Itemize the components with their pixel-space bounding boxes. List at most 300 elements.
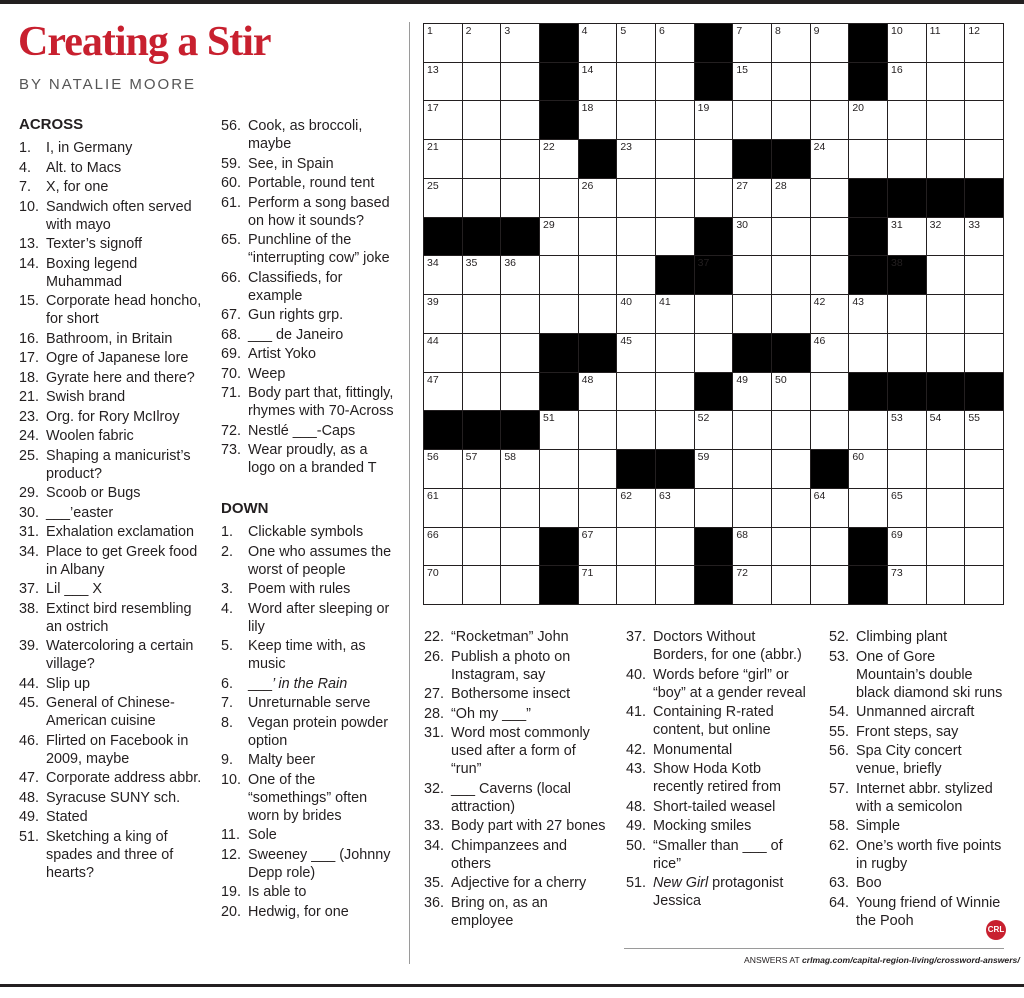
black-square [888, 256, 927, 295]
grid-cell[interactable] [927, 63, 966, 102]
grid-cell[interactable] [927, 218, 966, 257]
grid-cell[interactable] [617, 295, 656, 334]
clue-text: Is able to [248, 884, 307, 900]
grid-cell[interactable] [772, 179, 811, 218]
grid-cell[interactable] [695, 101, 734, 140]
clue-item [19, 637, 204, 673]
grid-cell[interactable] [772, 450, 811, 489]
clue-number: 18. [19, 369, 40, 386]
grid-cell[interactable] [965, 334, 1004, 373]
clue-text: Sandwich often served with mayo [46, 198, 192, 233]
grid-cell[interactable] [617, 256, 656, 295]
clue-text: ___ de Janeiro [248, 326, 344, 343]
clue-text-italic: ’ in the Rain [272, 675, 348, 692]
clue-item [829, 894, 1004, 930]
grid-cell[interactable] [772, 295, 811, 334]
grid-cell[interactable] [888, 566, 927, 605]
clue-text: Alt. to Macs [46, 159, 122, 176]
grid-cell[interactable] [695, 140, 734, 179]
clue-item [19, 675, 204, 693]
clue-item [221, 637, 398, 673]
clue-number: 41. [626, 704, 647, 720]
top-rule [0, 0, 1024, 4]
grid-cell[interactable] [463, 489, 502, 528]
grid-cell[interactable] [772, 63, 811, 102]
grid-cell[interactable] [695, 334, 734, 373]
clue-item [221, 174, 398, 192]
grid-cell[interactable] [811, 528, 850, 567]
clue-item [19, 523, 204, 541]
grid-cell[interactable] [927, 528, 966, 567]
grid-cell[interactable] [695, 295, 734, 334]
grid-cell[interactable] [811, 179, 850, 218]
grid-cell[interactable] [501, 63, 540, 102]
grid-cell[interactable] [733, 256, 772, 295]
clue-text: Perform a song based on how it sounds? [248, 194, 390, 229]
grid-cell[interactable] [849, 140, 888, 179]
clue-item [829, 628, 1004, 646]
clue-text: Extinct bird resembling an ostrich [46, 600, 192, 635]
clue-item [626, 628, 806, 664]
clue-text: Spa City concert venue, briefly [856, 743, 962, 777]
grid-cell[interactable] [617, 179, 656, 218]
cell-number: 30 [736, 218, 749, 231]
grid-cell[interactable] [617, 334, 656, 373]
grid-cell[interactable] [733, 373, 772, 412]
black-square [463, 218, 502, 257]
cell-number: 10 [891, 25, 903, 37]
grid-cell[interactable] [772, 373, 811, 412]
grid-cell[interactable] [772, 24, 811, 63]
grid-cell[interactable] [424, 256, 463, 295]
clue-text: Publish a photo on Instagram, say [451, 648, 571, 683]
grid-cell[interactable] [463, 256, 502, 295]
grid-cell[interactable] [424, 489, 463, 528]
grid-cell[interactable] [424, 566, 463, 605]
cell-number: 73 [891, 567, 903, 580]
clue-item [424, 648, 609, 684]
black-square [695, 373, 734, 412]
grid-cell[interactable] [888, 528, 927, 567]
clue-number: 24. [19, 428, 40, 444]
grid-cell[interactable] [656, 566, 695, 605]
clue-item [221, 883, 398, 901]
clue-number: 32. [424, 780, 445, 797]
grid-cell[interactable] [579, 411, 618, 450]
grid-cell[interactable] [501, 256, 540, 295]
cell-number: 68 [736, 528, 749, 541]
grid-cell[interactable] [811, 256, 850, 295]
cell-number: 59 [697, 451, 710, 464]
grid-cell[interactable] [540, 489, 579, 528]
grid-cell[interactable] [811, 334, 850, 373]
clue-number: 52. [829, 629, 850, 645]
cell-number: 49 [736, 373, 749, 386]
grid-cell[interactable] [811, 566, 850, 605]
grid-cell[interactable] [927, 450, 966, 489]
clue-text: Mocking smiles [653, 818, 752, 834]
grid-cell[interactable] [463, 101, 502, 140]
grid-cell[interactable] [733, 489, 772, 528]
grid-cell[interactable] [733, 295, 772, 334]
grid-cell[interactable] [424, 63, 463, 102]
grid-cell[interactable] [579, 295, 618, 334]
black-square [695, 256, 734, 295]
grid-cell[interactable] [849, 295, 888, 334]
cell-number: 50 [775, 373, 787, 386]
grid-cell[interactable] [965, 218, 1004, 257]
grid-cell[interactable] [733, 450, 772, 489]
grid-cell[interactable] [463, 179, 502, 218]
grid-cell[interactable] [811, 373, 850, 412]
grid-cell[interactable] [540, 179, 579, 218]
grid-cell[interactable] [811, 63, 850, 102]
grid-cell[interactable] [965, 140, 1004, 179]
clue-text: Word after sleeping or lily [248, 600, 390, 635]
grid-cell[interactable] [733, 566, 772, 605]
clue-number: 42. [626, 741, 647, 758]
clue-number: 25. [19, 447, 40, 464]
grid-cell[interactable] [540, 256, 579, 295]
grid-cell[interactable] [501, 334, 540, 373]
clue-number: 34. [424, 837, 445, 854]
grid-cell[interactable] [579, 101, 618, 140]
grid-cell[interactable] [695, 179, 734, 218]
cell-number: 55 [968, 412, 981, 425]
grid-cell[interactable] [579, 373, 618, 412]
clue-text: Chimpanzees and others [451, 837, 567, 872]
clue-item [424, 780, 609, 816]
down-clue-list-continued [424, 628, 609, 930]
grid-cell[interactable] [656, 179, 695, 218]
grid-cell[interactable] [579, 218, 618, 257]
cell-number: 28 [775, 179, 787, 192]
clue-number: 16. [19, 330, 40, 347]
black-square [965, 179, 1004, 218]
grid-cell[interactable] [733, 411, 772, 450]
clue-number: 73. [221, 442, 242, 458]
grid-cell[interactable] [927, 334, 966, 373]
clue-text: Hedwig, for one [248, 903, 349, 920]
grid-cell[interactable] [772, 256, 811, 295]
across-down-column [221, 117, 398, 922]
grid-cell[interactable] [965, 101, 1004, 140]
grid-cell[interactable] [811, 218, 850, 257]
grid-cell[interactable] [772, 528, 811, 567]
grid-cell[interactable] [811, 140, 850, 179]
grid-cell[interactable] [927, 295, 966, 334]
cell-number: 64 [813, 489, 826, 502]
grid-cell[interactable] [811, 101, 850, 140]
clue-number: 53. [829, 648, 850, 665]
clue-item [221, 194, 398, 230]
grid-cell[interactable] [579, 179, 618, 218]
grid-cell[interactable] [463, 450, 502, 489]
clue-number: 50. [626, 837, 647, 854]
grid-cell[interactable] [463, 295, 502, 334]
grid-cell[interactable] [617, 24, 656, 63]
grid-cell[interactable] [501, 140, 540, 179]
down-column-5 [829, 628, 1004, 931]
clue-number: 10. [221, 771, 242, 788]
grid-cell[interactable] [888, 218, 927, 257]
black-square [733, 334, 772, 373]
grid-cell[interactable] [656, 411, 695, 450]
grid-cell[interactable] [965, 566, 1004, 605]
clue-text: Words before “girl” or “boy” at a gender reveal [653, 666, 806, 701]
grid-cell[interactable] [656, 528, 695, 567]
cell-number: 61 [427, 489, 439, 502]
grid-cell[interactable] [463, 63, 502, 102]
grid-cell[interactable] [888, 411, 927, 450]
grid-cell[interactable] [888, 295, 927, 334]
grid-cell[interactable] [579, 489, 618, 528]
clue-text: Word most commonly used after a form of “run” [451, 725, 590, 777]
black-square [888, 373, 927, 412]
grid-cell[interactable] [772, 566, 811, 605]
cell-number: 7 [736, 25, 743, 37]
clue-item [829, 780, 1004, 816]
clue-number: 55. [829, 723, 850, 740]
clue-number: 39. [19, 638, 40, 654]
down-heading: DOWN [221, 500, 269, 517]
cell-number: 11 [929, 25, 941, 37]
cell-number: 51 [543, 412, 555, 425]
grid-cell[interactable] [463, 334, 502, 373]
grid-cell[interactable] [965, 24, 1004, 63]
grid-cell[interactable] [927, 566, 966, 605]
grid-cell[interactable] [501, 489, 540, 528]
grid-cell[interactable] [617, 140, 656, 179]
grid-cell[interactable] [501, 179, 540, 218]
clue-number: 29. [19, 485, 40, 501]
grid-cell[interactable] [579, 63, 618, 102]
grid-cell[interactable] [888, 140, 927, 179]
grid-cell[interactable] [656, 24, 695, 63]
grid-cell[interactable] [617, 101, 656, 140]
grid-cell[interactable] [965, 489, 1004, 528]
grid-cell[interactable] [617, 528, 656, 567]
grid-cell[interactable] [811, 295, 850, 334]
grid-cell[interactable] [849, 450, 888, 489]
clue-item [221, 269, 398, 305]
grid-cell[interactable] [772, 101, 811, 140]
grid-cell[interactable] [424, 334, 463, 373]
grid-cell[interactable] [772, 489, 811, 528]
grid-cell[interactable] [617, 63, 656, 102]
black-square [540, 334, 579, 373]
grid-cell[interactable] [656, 63, 695, 102]
clue-item [19, 330, 204, 348]
grid-cell[interactable] [656, 101, 695, 140]
clue-text: Doctors Without Borders, for one (abbr.) [653, 629, 802, 663]
grid-cell[interactable] [733, 24, 772, 63]
black-square [695, 528, 734, 567]
grid-cell[interactable] [888, 63, 927, 102]
grid-cell[interactable] [849, 101, 888, 140]
grid-cell[interactable] [656, 140, 695, 179]
grid-cell[interactable] [849, 411, 888, 450]
down-clue-list-continued [829, 628, 1004, 930]
clue-item [829, 703, 1004, 721]
grid-cell[interactable] [540, 450, 579, 489]
clue-text: Lil ___ X [46, 581, 103, 597]
grid-cell[interactable] [772, 411, 811, 450]
clue-text: Corporate head honcho, for short [46, 293, 202, 327]
grid-cell[interactable] [617, 218, 656, 257]
grid-cell[interactable] [540, 218, 579, 257]
grid-cell[interactable] [579, 24, 618, 63]
grid-cell[interactable] [501, 528, 540, 567]
grid-cell[interactable] [579, 528, 618, 567]
clue-number: 57. [829, 780, 850, 797]
grid-cell[interactable] [501, 566, 540, 605]
clue-number: 62. [829, 837, 850, 854]
grid-cell[interactable] [656, 218, 695, 257]
grid-cell[interactable] [695, 411, 734, 450]
grid-cell[interactable] [424, 179, 463, 218]
grid-cell[interactable] [424, 24, 463, 63]
grid-cell[interactable] [965, 411, 1004, 450]
grid-cell[interactable] [424, 101, 463, 140]
grid-cell[interactable] [733, 101, 772, 140]
grid-cell[interactable] [463, 566, 502, 605]
grid-cell[interactable] [772, 218, 811, 257]
clue-number: 17. [19, 350, 40, 366]
down-column-3 [424, 628, 609, 931]
clue-item [19, 408, 204, 426]
grid-cell[interactable] [617, 411, 656, 450]
clue-item [221, 714, 398, 750]
grid-cell[interactable] [927, 24, 966, 63]
grid-cell[interactable] [540, 295, 579, 334]
grid-cell[interactable] [463, 24, 502, 63]
grid-cell[interactable] [463, 528, 502, 567]
grid-cell[interactable] [540, 140, 579, 179]
puzzle-title: Creating a Stir [18, 19, 271, 65]
grid-cell[interactable] [965, 63, 1004, 102]
clue-number: 48. [19, 789, 40, 806]
grid-cell[interactable] [965, 256, 1004, 295]
grid-cell[interactable] [733, 218, 772, 257]
cell-number: 17 [427, 102, 439, 115]
grid-cell[interactable] [849, 334, 888, 373]
cell-number: 1 [427, 25, 433, 37]
clue-text: Unmanned aircraft [856, 704, 975, 720]
grid-cell[interactable] [501, 101, 540, 140]
grid-cell[interactable] [695, 489, 734, 528]
cell-number: 9 [813, 25, 820, 37]
clue-text: Body part with 27 bones [451, 818, 606, 834]
clue-text: Ogre of Japanese lore [46, 350, 189, 366]
cell-number: 2 [465, 25, 472, 37]
grid-cell[interactable] [927, 489, 966, 528]
answers-url[interactable]: crlmag.com/capital-region-living/crossword-answers/ [801, 955, 1020, 965]
clue-text: Corporate address abbr. [46, 770, 202, 786]
clue-number: 70. [221, 365, 242, 382]
clue-item [221, 326, 398, 344]
grid-cell[interactable] [965, 450, 1004, 489]
grid-cell[interactable] [811, 489, 850, 528]
cell-number: 13 [427, 63, 439, 76]
grid-cell[interactable] [424, 528, 463, 567]
grid-cell[interactable] [733, 528, 772, 567]
grid-cell[interactable] [656, 373, 695, 412]
clue-item [424, 705, 609, 723]
grid-cell[interactable] [888, 24, 927, 63]
grid-cell[interactable] [617, 566, 656, 605]
grid-cell[interactable] [927, 256, 966, 295]
across-column-1 [19, 116, 204, 883]
cell-number: 53 [891, 412, 903, 425]
clue-text: “Oh my ___” [451, 705, 531, 722]
cell-number: 3 [504, 25, 511, 37]
clue-item [19, 178, 204, 196]
grid-cell[interactable] [927, 411, 966, 450]
cell-number: 16 [891, 63, 903, 76]
grid-cell[interactable] [501, 24, 540, 63]
clue-number: 49. [626, 818, 647, 834]
grid-cell[interactable] [888, 489, 927, 528]
grid-cell[interactable] [965, 528, 1004, 567]
grid-cell[interactable] [656, 489, 695, 528]
grid-cell[interactable] [733, 179, 772, 218]
grid-cell[interactable] [424, 450, 463, 489]
grid-cell[interactable] [540, 411, 579, 450]
grid-cell[interactable] [617, 373, 656, 412]
black-square [540, 528, 579, 567]
clue-text: Stated [46, 809, 88, 825]
grid-cell[interactable] [656, 334, 695, 373]
grid-cell[interactable] [888, 334, 927, 373]
grid-cell[interactable] [424, 295, 463, 334]
grid-cell[interactable] [849, 489, 888, 528]
grid-cell[interactable] [579, 256, 618, 295]
grid-cell[interactable] [424, 373, 463, 412]
cell-number: 22 [543, 141, 555, 154]
clue-text: Unreturnable serve [248, 695, 371, 711]
grid-cell[interactable] [579, 450, 618, 489]
grid-cell[interactable] [579, 566, 618, 605]
clue-number: 11. [221, 827, 240, 843]
clue-item [221, 231, 398, 267]
answers-link[interactable] [744, 955, 1020, 965]
cell-number: 25 [427, 179, 439, 192]
grid-cell[interactable] [656, 295, 695, 334]
grid-cell[interactable] [424, 140, 463, 179]
grid-cell[interactable] [501, 373, 540, 412]
grid-cell[interactable] [888, 450, 927, 489]
grid-cell[interactable] [463, 373, 502, 412]
grid-cell[interactable] [927, 140, 966, 179]
clue-item [19, 808, 204, 826]
grid-cell[interactable] [501, 450, 540, 489]
grid-cell[interactable] [811, 24, 850, 63]
grid-cell[interactable] [695, 450, 734, 489]
grid-cell[interactable] [463, 140, 502, 179]
clue-item [19, 769, 204, 787]
grid-cell[interactable] [501, 295, 540, 334]
grid-cell[interactable] [811, 411, 850, 450]
grid-cell[interactable] [965, 295, 1004, 334]
clue-number: 2. [221, 543, 234, 560]
grid-cell[interactable] [733, 63, 772, 102]
grid-cell[interactable] [888, 101, 927, 140]
clue-item [221, 694, 398, 712]
grid-cell[interactable] [927, 101, 966, 140]
grid-cell[interactable] [617, 489, 656, 528]
clue-number: 68. [221, 326, 242, 343]
